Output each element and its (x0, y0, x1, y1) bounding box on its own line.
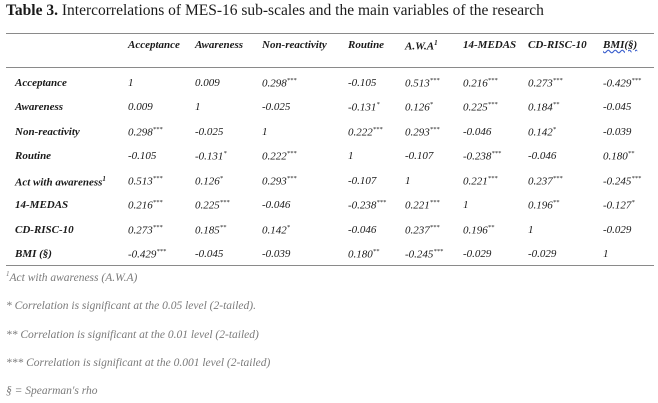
cell-value: 1 (262, 126, 268, 138)
significance-marker: *** (286, 150, 297, 157)
footnote-text: *** Correlation is significant at the 0.001 level (2-tailed) (6, 357, 271, 369)
table-cell (195, 248, 223, 260)
significance-marker: *** (372, 126, 383, 133)
significance-marker: *** (552, 175, 563, 182)
cell-value: 0.196 (463, 224, 488, 237)
cell-value: -0.046 (348, 224, 377, 236)
table-cell (603, 248, 609, 260)
table-cell (603, 126, 631, 138)
table-cell (348, 175, 376, 187)
row-header-label: BMI (§) (15, 248, 52, 260)
significance-marker: *** (429, 199, 440, 206)
column-header-label: A.W.A (405, 40, 435, 53)
cell-value: 0.184 (528, 101, 553, 114)
column-header (405, 39, 438, 53)
significance-marker: *** (429, 126, 440, 133)
table-cell (195, 199, 230, 212)
cell-value: 0.196 (528, 199, 553, 212)
row-header (15, 248, 52, 260)
table-cell (195, 224, 226, 237)
cell-value: 0.180 (603, 150, 628, 163)
footnote-text: Act with awareness (A.W.A) (9, 271, 138, 284)
cell-value: 0.225 (463, 101, 488, 114)
cell-value: 0.142 (262, 224, 287, 237)
cell-value: -0.029 (603, 224, 632, 236)
table-cell (262, 126, 268, 138)
significance-marker: * (286, 224, 290, 231)
table-cell (348, 248, 379, 261)
footnote (6, 357, 270, 369)
cell-value: -0.429 (128, 248, 157, 261)
cell-value: -0.238 (463, 150, 492, 163)
cell-value: -0.131 (348, 101, 377, 114)
table-cell (195, 77, 220, 89)
significance-marker: *** (429, 224, 440, 231)
row-header-label: CD-RISC-10 (15, 224, 74, 236)
table-cell (128, 77, 134, 89)
table-cell (603, 199, 635, 212)
cell-value: 0.293 (405, 126, 430, 139)
table-top-rule (6, 33, 654, 34)
cell-value: -0.029 (463, 248, 492, 260)
significance-marker: *** (219, 199, 230, 206)
significance-marker: ** (487, 224, 495, 231)
cell-value: -0.045 (195, 248, 224, 260)
significance-marker: *** (152, 199, 163, 206)
table-cell (463, 224, 494, 237)
table-cell (603, 175, 641, 188)
cell-value: -0.039 (603, 126, 632, 138)
cell-value: 0.009 (128, 101, 153, 113)
significance-marker: * (429, 101, 433, 108)
table-cell (528, 199, 559, 212)
table-cell (195, 126, 223, 138)
column-header (262, 39, 327, 51)
column-header-label: BMI(§) (603, 39, 638, 51)
cell-value: -0.025 (262, 101, 291, 113)
footnote (6, 270, 137, 284)
table-cell (405, 77, 440, 90)
significance-marker: *** (286, 175, 297, 182)
cell-value: 0.185 (195, 224, 220, 237)
cell-value: 1 (348, 150, 354, 162)
cell-value: 1 (128, 77, 134, 89)
table-cell (463, 126, 491, 138)
table-cell (405, 150, 433, 162)
table-cell (348, 101, 380, 114)
significance-marker: *** (491, 150, 502, 157)
footnote (6, 385, 97, 397)
cell-value: -0.107 (405, 150, 434, 162)
column-header-label: Acceptance (128, 39, 180, 51)
table-cell (348, 224, 376, 236)
table-cell (528, 150, 556, 162)
cell-value: 0.237 (528, 175, 553, 188)
cell-value: -0.238 (348, 199, 377, 212)
table-cell (463, 248, 491, 260)
cell-value: -0.025 (195, 126, 224, 138)
cell-value: -0.429 (603, 77, 632, 90)
row-header-label: 14-MEDAS (15, 199, 69, 211)
significance-marker: ** (372, 248, 380, 255)
cell-value: 0.222 (262, 150, 287, 163)
table-cell (262, 77, 297, 90)
table-cell (528, 224, 534, 236)
column-header-label: Non-reactivity (262, 39, 327, 51)
significance-marker: *** (487, 175, 498, 182)
row-header-label: Non-reactivity (15, 126, 80, 138)
cell-value: -0.039 (262, 248, 291, 260)
column-header-label: Awareness (195, 39, 244, 51)
significance-marker: * (223, 150, 227, 157)
table-cell (262, 199, 290, 211)
significance-marker: *** (487, 101, 498, 108)
row-header (15, 126, 80, 138)
table-caption (6, 2, 544, 20)
table-cell (348, 126, 383, 139)
significance-marker: *** (152, 175, 163, 182)
row-header-footnote: 1 (102, 175, 106, 183)
footnote (6, 329, 259, 341)
row-header-label: Awareness (15, 101, 64, 113)
table-cell (603, 77, 641, 90)
significance-marker: * (219, 175, 223, 182)
row-header-label: Routine (15, 150, 52, 162)
row-header-label: Act with awareness (15, 176, 103, 189)
row-header (15, 224, 74, 236)
table-cell (405, 101, 433, 114)
cell-value: 0.298 (128, 126, 153, 139)
significance-marker: ** (552, 199, 560, 206)
row-header (15, 101, 63, 113)
cell-value: -0.105 (348, 77, 377, 89)
significance-marker: * (631, 199, 635, 206)
cell-value: -0.105 (128, 150, 157, 162)
column-header-footnote: 1 (434, 39, 438, 47)
cell-value: 0.216 (463, 77, 488, 90)
table-cell (128, 224, 163, 237)
table-cell (405, 199, 440, 212)
footnote-text: § = Spearman's rho (6, 385, 98, 397)
cell-value: 0.221 (463, 175, 488, 188)
cell-value: 0.237 (405, 224, 430, 237)
footnote-text: * Correlation is significant at the 0.05 level (2-tailed). (6, 300, 256, 312)
table-cell (195, 101, 201, 113)
table-cell (603, 101, 631, 113)
table-bottom-rule (6, 265, 654, 266)
footnote-text: ** Correlation is significant at the 0.01 level (2-tailed) (6, 329, 259, 341)
cell-value: -0.107 (348, 175, 377, 187)
column-header (463, 39, 516, 51)
table-cell (405, 126, 440, 139)
column-header (128, 39, 180, 51)
significance-marker: *** (429, 77, 440, 84)
significance-marker: *** (631, 175, 642, 182)
column-header (195, 39, 243, 51)
table-cell (128, 199, 163, 212)
table-cell (128, 126, 163, 139)
significance-marker: * (376, 101, 380, 108)
column-header-label: CD-RISC-10 (528, 39, 587, 51)
table-cell (195, 175, 223, 188)
significance-marker: *** (156, 248, 167, 255)
table-cell (262, 150, 297, 163)
cell-value: -0.046 (528, 150, 557, 162)
column-header (603, 39, 637, 51)
table-cell (463, 199, 469, 211)
cell-value: 1 (463, 199, 469, 211)
table-cell (262, 248, 290, 260)
cell-value: 1 (195, 101, 201, 113)
table-cell (262, 175, 297, 188)
table-cell (463, 175, 498, 188)
cell-value: -0.245 (603, 175, 632, 188)
table-cell (348, 150, 354, 162)
significance-marker: *** (631, 77, 642, 84)
significance-marker: *** (286, 77, 297, 84)
significance-marker: *** (152, 126, 163, 133)
cell-value: 0.293 (262, 175, 287, 188)
row-header (15, 199, 68, 211)
significance-marker: ** (552, 101, 560, 108)
cell-value: 0.222 (348, 126, 373, 139)
table-cell (528, 101, 559, 114)
cell-value: 0.273 (528, 77, 553, 90)
column-header-label: Routine (348, 39, 385, 51)
cell-value: -0.131 (195, 150, 224, 163)
table-cell (463, 150, 501, 163)
table-cell (528, 126, 556, 139)
table-cell (463, 77, 498, 90)
cell-value: -0.046 (262, 199, 291, 211)
table-cell (262, 224, 290, 237)
cell-value: -0.046 (463, 126, 492, 138)
table-cell (128, 150, 156, 162)
column-header (528, 39, 587, 51)
cell-value: 0.221 (405, 199, 430, 212)
table-cell (463, 101, 498, 114)
table-cell (348, 77, 376, 89)
table-cell (528, 77, 563, 90)
cell-value: 0.009 (195, 77, 220, 89)
significance-marker: *** (487, 77, 498, 84)
significance-marker: *** (152, 224, 163, 231)
significance-marker: * (552, 126, 556, 133)
cell-value: 0.126 (405, 101, 430, 114)
table-cell (128, 248, 166, 261)
column-header-label: 14-MEDAS (463, 39, 517, 51)
table-cell (262, 101, 290, 113)
cell-value: 0.216 (128, 199, 153, 212)
row-header (15, 175, 106, 189)
table-cell (195, 150, 227, 163)
table-cell (405, 224, 440, 237)
cell-value: 0.513 (405, 77, 430, 90)
table-cell (528, 175, 563, 188)
table-cell (405, 248, 443, 261)
cell-value: -0.045 (603, 101, 632, 113)
significance-marker: *** (376, 199, 387, 206)
table-header-rule (6, 67, 654, 68)
significance-marker: *** (433, 248, 444, 255)
cell-value: 0.142 (528, 126, 553, 139)
row-header (15, 150, 51, 162)
cell-value: 0.298 (262, 77, 287, 90)
cell-value: 1 (528, 224, 534, 236)
table-cell (603, 150, 634, 163)
cell-value: -0.029 (528, 248, 557, 260)
cell-value: 1 (603, 248, 609, 260)
table-caption-text: Intercorrelations of MES-16 sub-scales and the main variables of the research (57, 2, 544, 19)
table-cell (405, 175, 411, 187)
footnote (6, 300, 256, 312)
cell-value: -0.245 (405, 248, 434, 261)
row-header-label: Acceptance (15, 77, 67, 89)
cell-value: 0.273 (128, 224, 153, 237)
table-cell (603, 224, 631, 236)
footnote-marker: 1 (6, 270, 10, 278)
table-cell (128, 101, 153, 113)
column-header (348, 39, 384, 51)
row-header (15, 77, 67, 89)
cell-value: 0.225 (195, 199, 220, 212)
table-cell (348, 199, 386, 212)
significance-marker: ** (219, 224, 227, 231)
cell-value: 0.180 (348, 248, 373, 261)
table-caption-label: Table 3. (6, 2, 58, 19)
cell-value: -0.127 (603, 199, 632, 212)
cell-value: 1 (405, 175, 411, 187)
cell-value: 0.126 (195, 175, 220, 188)
cell-value: 0.513 (128, 175, 153, 188)
significance-marker: *** (552, 77, 563, 84)
table-cell (528, 248, 556, 260)
table-cell (128, 175, 163, 188)
significance-marker: ** (627, 150, 635, 157)
